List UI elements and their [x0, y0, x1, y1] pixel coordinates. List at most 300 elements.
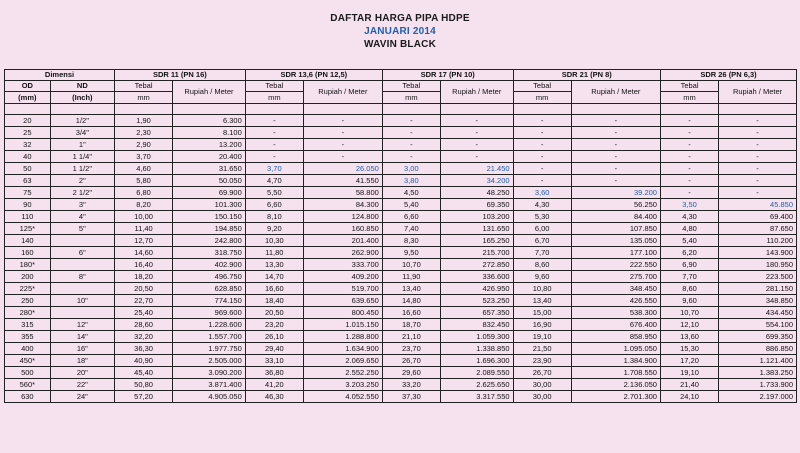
price-header: Rupiah / Meter	[440, 81, 513, 104]
price-cell: 1.384.900	[571, 355, 660, 367]
price-header: Rupiah / Meter	[719, 81, 797, 104]
thickness-cell: 13,40	[513, 295, 571, 307]
price-cell: 84.400	[571, 211, 660, 223]
thickness-cell: 2,90	[115, 139, 173, 151]
table-row	[5, 379, 797, 391]
price-cell: 103.200	[440, 211, 513, 223]
price-cell: 110.200	[719, 235, 797, 247]
mm-unit: mm	[382, 92, 440, 104]
thickness-cell: 10,30	[245, 235, 303, 247]
price-cell: 1.708.550	[571, 367, 660, 379]
od-cell: 40	[5, 151, 51, 163]
nd-cell: 24"	[50, 391, 114, 403]
table-row	[5, 199, 797, 211]
price-cell: -	[303, 127, 382, 139]
price-cell: 223.500	[719, 271, 797, 283]
price-cell: 1.288.800	[303, 331, 382, 343]
thickness-cell: 10,70	[660, 307, 718, 319]
nd-cell: 4"	[50, 211, 114, 223]
thickness-cell: 3,70	[115, 151, 173, 163]
od-cell: 250	[5, 295, 51, 307]
price-cell: -	[571, 163, 660, 175]
od-cell: 110	[5, 211, 51, 223]
price-cell: 8.100	[173, 127, 246, 139]
tebal-header: Tebal	[245, 81, 303, 92]
nd-cell: 14"	[50, 331, 114, 343]
price-cell: 2.552.250	[303, 367, 382, 379]
thickness-cell: 6,70	[513, 235, 571, 247]
price-cell: 3.871.400	[173, 379, 246, 391]
thickness-cell: 5,80	[115, 175, 173, 187]
price-cell: 333.700	[303, 259, 382, 271]
thickness-cell: 41,20	[245, 379, 303, 391]
thickness-cell: -	[660, 115, 718, 127]
price-cell: 1.977.750	[173, 343, 246, 355]
table-row	[5, 355, 797, 367]
price-cell: 177.100	[571, 247, 660, 259]
price-cell: 538.300	[571, 307, 660, 319]
price-cell: 281.150	[719, 283, 797, 295]
thickness-cell: 4,60	[115, 163, 173, 175]
price-table-body	[5, 104, 797, 403]
price-cell: -	[440, 139, 513, 151]
table-row	[5, 271, 797, 283]
price-cell: 165.250	[440, 235, 513, 247]
price-cell: 4.905.050	[173, 391, 246, 403]
thickness-cell: 9,60	[513, 271, 571, 283]
thickness-cell: -	[245, 151, 303, 163]
price-cell: 3.090.200	[173, 367, 246, 379]
price-cell: -	[440, 115, 513, 127]
thickness-cell: 17,20	[660, 355, 718, 367]
price-header: Rupiah / Meter	[571, 81, 660, 104]
thickness-cell: 20,50	[245, 307, 303, 319]
od-cell: 400	[5, 343, 51, 355]
thickness-cell: 6,00	[513, 223, 571, 235]
price-cell: 1.696.300	[440, 355, 513, 367]
price-header: Rupiah / Meter	[303, 81, 382, 104]
od-cell: 32	[5, 139, 51, 151]
nd-cell: 2"	[50, 175, 114, 187]
price-cell: 409.200	[303, 271, 382, 283]
thickness-cell: 3,50	[660, 199, 718, 211]
thickness-cell: 15,30	[660, 343, 718, 355]
thickness-cell: 29,60	[382, 367, 440, 379]
price-cell: 1.121.400	[719, 355, 797, 367]
thickness-cell: -	[513, 163, 571, 175]
price-cell: -	[440, 127, 513, 139]
thickness-cell: 2,30	[115, 127, 173, 139]
price-cell: 2.089.550	[440, 367, 513, 379]
table-row	[5, 331, 797, 343]
thickness-cell: 6,60	[245, 199, 303, 211]
table-row	[5, 367, 797, 379]
thickness-cell: 8,30	[382, 235, 440, 247]
thickness-cell: -	[513, 115, 571, 127]
thickness-cell: 30,00	[513, 391, 571, 403]
thickness-cell: 10,00	[115, 211, 173, 223]
document-title: DAFTAR HARGA PIPA HDPE	[330, 13, 470, 24]
table-row	[5, 307, 797, 319]
nd-cell: 22"	[50, 379, 114, 391]
mm-unit: mm	[115, 92, 173, 104]
thickness-cell: 5,30	[513, 211, 571, 223]
price-cell: -	[719, 175, 797, 187]
price-cell: -	[571, 127, 660, 139]
od-cell: 63	[5, 175, 51, 187]
thickness-cell: 11,80	[245, 247, 303, 259]
thickness-cell: 8,20	[115, 199, 173, 211]
thickness-cell: 26,10	[245, 331, 303, 343]
thickness-cell: 33,20	[382, 379, 440, 391]
table-row	[5, 163, 797, 175]
thickness-cell: -	[245, 127, 303, 139]
price-cell: 69.400	[719, 211, 797, 223]
nd-header: ND	[50, 81, 114, 92]
price-cell: 180.950	[719, 259, 797, 271]
nd-cell: 5"	[50, 223, 114, 235]
sdr-header: SDR 21 (PN 8)	[513, 70, 660, 81]
price-cell: -	[440, 151, 513, 163]
thickness-cell: 4,80	[660, 223, 718, 235]
thickness-cell: 9,50	[382, 247, 440, 259]
od-cell: 200	[5, 271, 51, 283]
thickness-cell: 14,70	[245, 271, 303, 283]
thickness-cell: 6,60	[382, 211, 440, 223]
od-cell: 630	[5, 391, 51, 403]
thickness-cell: 40,90	[115, 355, 173, 367]
price-cell: 84.300	[303, 199, 382, 211]
price-cell: -	[719, 151, 797, 163]
price-cell: 519.700	[303, 283, 382, 295]
thickness-cell: 46,30	[245, 391, 303, 403]
od-cell: 75	[5, 187, 51, 199]
thickness-cell: 13,30	[245, 259, 303, 271]
price-cell: 699.350	[719, 331, 797, 343]
thickness-cell: -	[513, 139, 571, 151]
od-cell: 125*	[5, 223, 51, 235]
price-cell: 969.600	[173, 307, 246, 319]
nd-cell: 1"	[50, 139, 114, 151]
thickness-cell: 7,40	[382, 223, 440, 235]
price-cell: 858.950	[571, 331, 660, 343]
tebal-header: Tebal	[115, 81, 173, 92]
thickness-cell: 11,40	[115, 223, 173, 235]
thickness-cell: 19,10	[513, 331, 571, 343]
table-row	[5, 391, 797, 403]
thickness-cell: 3,80	[382, 175, 440, 187]
price-cell: 1.634.900	[303, 343, 382, 355]
table-row	[5, 319, 797, 331]
price-cell: 676.400	[571, 319, 660, 331]
price-cell: 26.050	[303, 163, 382, 175]
thickness-cell: 1,90	[115, 115, 173, 127]
nd-cell	[50, 283, 114, 295]
price-cell: 2.701.300	[571, 391, 660, 403]
thickness-cell: 30,00	[513, 379, 571, 391]
thickness-cell: -	[513, 151, 571, 163]
thickness-cell: 29,40	[245, 343, 303, 355]
price-cell: 69.900	[173, 187, 246, 199]
price-cell: 3.203.250	[303, 379, 382, 391]
thickness-cell: 21,10	[382, 331, 440, 343]
thickness-cell: 5,50	[245, 187, 303, 199]
thickness-cell: 6,90	[660, 259, 718, 271]
thickness-cell: -	[245, 139, 303, 151]
thickness-cell: -	[382, 151, 440, 163]
nd-cell: 1 1/2"	[50, 163, 114, 175]
price-cell: 1.383.250	[719, 367, 797, 379]
price-cell: 131.650	[440, 223, 513, 235]
od-cell: 90	[5, 199, 51, 211]
price-cell: 4.052.550	[303, 391, 382, 403]
nd-cell: 20"	[50, 367, 114, 379]
table-row	[5, 151, 797, 163]
table-row	[5, 259, 797, 271]
tebal-header: Tebal	[660, 81, 718, 92]
title-block	[0, 12, 800, 51]
table-row	[5, 235, 797, 247]
od-cell: 20	[5, 115, 51, 127]
od-cell: 225*	[5, 283, 51, 295]
price-cell: 107.850	[571, 223, 660, 235]
price-cell: 124.800	[303, 211, 382, 223]
price-cell: 20.400	[173, 151, 246, 163]
price-cell: 222.550	[571, 259, 660, 271]
od-cell: 315	[5, 319, 51, 331]
nd-cell: 6"	[50, 247, 114, 259]
price-cell: 426.950	[440, 283, 513, 295]
thickness-cell: 14,60	[115, 247, 173, 259]
thickness-cell: -	[245, 115, 303, 127]
price-cell: 1.228.600	[173, 319, 246, 331]
thickness-cell: 3,00	[382, 163, 440, 175]
thickness-cell: 18,40	[245, 295, 303, 307]
price-cell: 50.050	[173, 175, 246, 187]
price-cell: 434.450	[719, 307, 797, 319]
table-row	[5, 247, 797, 259]
thickness-cell: 11,90	[382, 271, 440, 283]
thickness-cell: 22,70	[115, 295, 173, 307]
nd-cell: 3/4"	[50, 127, 114, 139]
thickness-cell: 5,40	[382, 199, 440, 211]
thickness-cell: 7,70	[660, 271, 718, 283]
price-cell: -	[719, 139, 797, 151]
nd-cell: 10"	[50, 295, 114, 307]
thickness-cell: 23,70	[382, 343, 440, 355]
mm-unit: mm	[513, 92, 571, 104]
price-cell: 150.150	[173, 211, 246, 223]
price-cell: 639.650	[303, 295, 382, 307]
price-cell: 275.700	[571, 271, 660, 283]
thickness-cell: 26,70	[382, 355, 440, 367]
price-cell: 13.200	[173, 139, 246, 151]
price-cell: 135.050	[571, 235, 660, 247]
price-cell: 56.250	[571, 199, 660, 211]
od-header: OD	[5, 81, 51, 92]
thickness-cell: 10,70	[382, 259, 440, 271]
od-cell: 280*	[5, 307, 51, 319]
mm-unit: mm	[245, 92, 303, 104]
sdr-header: SDR 26 (PN 6,3)	[660, 70, 796, 81]
price-cell: 101.300	[173, 199, 246, 211]
mm-unit: mm	[660, 92, 718, 104]
price-cell: 832.450	[440, 319, 513, 331]
price-cell: 160.850	[303, 223, 382, 235]
thickness-cell: -	[382, 139, 440, 151]
price-cell: 58.800	[303, 187, 382, 199]
od-unit: (mm)	[5, 92, 51, 104]
sdr-header: SDR 11 (PN 16)	[115, 70, 246, 81]
price-cell: 143.900	[719, 247, 797, 259]
thickness-cell: 28,60	[115, 319, 173, 331]
od-cell: 500	[5, 367, 51, 379]
thickness-cell: 16,90	[513, 319, 571, 331]
nd-cell: 3"	[50, 199, 114, 211]
document-brand: WAVIN BLACK	[363, 39, 436, 50]
price-cell: -	[303, 115, 382, 127]
thickness-cell: 14,80	[382, 295, 440, 307]
dimensi-header: Dimensi	[5, 70, 115, 81]
price-cell: 1.095.050	[571, 343, 660, 355]
thickness-cell: -	[660, 187, 718, 199]
thickness-cell: 12,10	[660, 319, 718, 331]
nd-cell: 1 1/4"	[50, 151, 114, 163]
thickness-cell: 24,10	[660, 391, 718, 403]
price-cell: 886.850	[719, 343, 797, 355]
thickness-cell: 20,50	[115, 283, 173, 295]
thickness-cell: 37,30	[382, 391, 440, 403]
nd-cell: 2 1/2"	[50, 187, 114, 199]
thickness-cell: 3,70	[245, 163, 303, 175]
price-cell: 1.557.700	[173, 331, 246, 343]
thickness-cell: 6,20	[660, 247, 718, 259]
price-cell: -	[571, 151, 660, 163]
table-row	[5, 343, 797, 355]
price-cell: 800.450	[303, 307, 382, 319]
price-cell: -	[303, 151, 382, 163]
thickness-cell: 7,70	[513, 247, 571, 259]
price-cell: 2.197.000	[719, 391, 797, 403]
thickness-cell: 32,20	[115, 331, 173, 343]
thickness-cell: 12,70	[115, 235, 173, 247]
thickness-cell: -	[513, 127, 571, 139]
thickness-cell: 9,60	[660, 295, 718, 307]
price-cell: 2.069.650	[303, 355, 382, 367]
price-cell: 41.550	[303, 175, 382, 187]
price-cell: 262.900	[303, 247, 382, 259]
thickness-cell: 21,40	[660, 379, 718, 391]
thickness-cell: 16,60	[382, 307, 440, 319]
nd-cell	[50, 307, 114, 319]
price-cell: 318.750	[173, 247, 246, 259]
thickness-cell: 57,20	[115, 391, 173, 403]
nd-cell: 16"	[50, 343, 114, 355]
price-cell: 69.350	[440, 199, 513, 211]
thickness-cell: -	[513, 175, 571, 187]
nd-cell: 12"	[50, 319, 114, 331]
thickness-cell: 6,80	[115, 187, 173, 199]
price-cell: -	[719, 127, 797, 139]
thickness-cell: 8,10	[245, 211, 303, 223]
tebal-header: Tebal	[382, 81, 440, 92]
thickness-cell: 5,40	[660, 235, 718, 247]
table-row	[5, 139, 797, 151]
price-cell: 201.400	[303, 235, 382, 247]
price-cell: 657.350	[440, 307, 513, 319]
price-cell: 272.850	[440, 259, 513, 271]
price-header: Rupiah / Meter	[173, 81, 246, 104]
price-cell: 554.100	[719, 319, 797, 331]
price-cell: 2.136.050	[571, 379, 660, 391]
table-row	[5, 223, 797, 235]
thickness-cell: 13,40	[382, 283, 440, 295]
price-cell: 39.200	[571, 187, 660, 199]
price-cell: 496.750	[173, 271, 246, 283]
thickness-cell: 8,60	[513, 259, 571, 271]
thickness-cell: 26,70	[513, 367, 571, 379]
table-row	[5, 211, 797, 223]
thickness-cell: 25,40	[115, 307, 173, 319]
price-cell: 336.600	[440, 271, 513, 283]
thickness-cell: -	[660, 175, 718, 187]
table-row	[5, 187, 797, 199]
thickness-cell: -	[382, 115, 440, 127]
price-cell: -	[571, 115, 660, 127]
nd-unit: (Inch)	[50, 92, 114, 104]
thickness-cell: -	[660, 151, 718, 163]
price-cell: 426.550	[571, 295, 660, 307]
thickness-cell: 23,20	[245, 319, 303, 331]
price-cell: 348.450	[571, 283, 660, 295]
thickness-cell: 9,20	[245, 223, 303, 235]
thickness-cell: 4,70	[245, 175, 303, 187]
price-cell: 348.850	[719, 295, 797, 307]
thickness-cell: 10,80	[513, 283, 571, 295]
thickness-cell: 50,80	[115, 379, 173, 391]
price-cell: 31.650	[173, 163, 246, 175]
price-cell: 1.059.300	[440, 331, 513, 343]
thickness-cell: -	[660, 139, 718, 151]
thickness-cell: 21,50	[513, 343, 571, 355]
thickness-cell: 16,60	[245, 283, 303, 295]
price-cell: 34.200	[440, 175, 513, 187]
spacer-row	[5, 104, 797, 115]
document-period: JANUARI 2014	[364, 26, 436, 37]
price-cell: -	[719, 115, 797, 127]
thickness-cell: -	[660, 127, 718, 139]
thickness-cell: 4,30	[513, 199, 571, 211]
od-cell: 450*	[5, 355, 51, 367]
price-cell: 21.450	[440, 163, 513, 175]
price-cell: 3.317.550	[440, 391, 513, 403]
od-cell: 140	[5, 235, 51, 247]
od-cell: 160	[5, 247, 51, 259]
thickness-cell: 4,50	[382, 187, 440, 199]
price-cell: -	[719, 163, 797, 175]
price-cell: 48.250	[440, 187, 513, 199]
thickness-cell: 33,10	[245, 355, 303, 367]
thickness-cell: 45,40	[115, 367, 173, 379]
thickness-cell: 4,30	[660, 211, 718, 223]
thickness-cell: 36,30	[115, 343, 173, 355]
price-cell: 87.650	[719, 223, 797, 235]
tebal-header: Tebal	[513, 81, 571, 92]
price-cell: 1.733.900	[719, 379, 797, 391]
price-cell: 215.700	[440, 247, 513, 259]
thickness-cell: 3,60	[513, 187, 571, 199]
od-cell: 50	[5, 163, 51, 175]
